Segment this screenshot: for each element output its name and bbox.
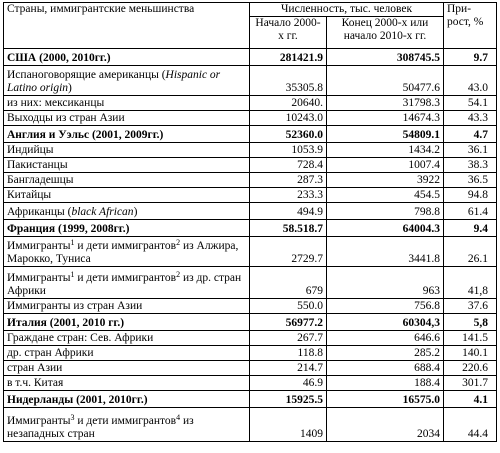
- label-part: Африканцы (: [7, 206, 72, 218]
- growth-percent: 301.7: [444, 376, 497, 391]
- row-label: [4, 408, 250, 442]
- table-row: [4, 66, 497, 96]
- value-end: 16575.0: [327, 391, 444, 408]
- row-label: [4, 267, 250, 299]
- data-table: [3, 2, 497, 442]
- value-start: 56977.2: [250, 314, 327, 331]
- label-part: из Алжира, Марокко, Туниса: [7, 240, 239, 265]
- header-country: Страны, иммигрантские меньшинства: [4, 3, 250, 49]
- growth-percent: 4.1: [444, 391, 497, 408]
- label-part: Иммигранты: [7, 240, 71, 252]
- value-start: 1053.9: [250, 143, 327, 158]
- value-start: 267.7: [250, 331, 327, 346]
- label-italic-part: black African: [71, 206, 134, 218]
- row-label: [4, 237, 250, 267]
- value-end: 285.2: [327, 346, 444, 361]
- value-start: 118.8: [250, 346, 327, 361]
- row-label: Иммигранты из стран Азии: [4, 299, 250, 314]
- row-label: др. стран Африки: [4, 346, 250, 361]
- footnote-mark: 1: [70, 238, 75, 247]
- footnote-mark: 2: [176, 238, 181, 247]
- value-end: 963: [327, 267, 444, 299]
- value-start: 494.9: [250, 203, 327, 220]
- value-start: 233.3: [250, 188, 327, 203]
- growth-percent: 37.6: [444, 299, 497, 314]
- growth-percent: 36.5: [444, 173, 497, 188]
- growth-percent: 61.4: [444, 203, 497, 220]
- value-start: 58.518.7: [250, 220, 327, 237]
- table-row: [4, 267, 497, 299]
- value-end: 188.4: [327, 376, 444, 391]
- row-label: стран Азии: [4, 361, 250, 376]
- row-label: Пакистанцы: [4, 158, 250, 173]
- value-end: 454.5: [327, 188, 444, 203]
- value-start: 281421.9: [250, 49, 327, 66]
- value-start: 35305.8: [250, 66, 327, 96]
- footnote-mark: 4: [176, 413, 181, 422]
- growth-percent: 141.5: [444, 331, 497, 346]
- growth-percent: 38.3: [444, 158, 497, 173]
- value-end: 1434.2: [327, 143, 444, 158]
- row-label: Выходцы из стран Азии: [4, 111, 250, 126]
- value-end: 798.8: [327, 203, 444, 220]
- growth-percent: 43.0: [444, 66, 497, 96]
- label-part: ): [68, 82, 72, 94]
- growth-percent: 54.1: [444, 96, 497, 111]
- value-end: 64004.3: [327, 220, 444, 237]
- value-start: 728.4: [250, 158, 327, 173]
- row-label: в т.ч. Китая: [4, 376, 250, 391]
- label-part: Испаноговорящие американцы (: [7, 69, 166, 81]
- value-start: 10243.0: [250, 111, 327, 126]
- value-end: 3922: [327, 173, 444, 188]
- value-start: 52360.0: [250, 126, 327, 143]
- value-start: 20640.: [250, 96, 327, 111]
- table-row: [4, 188, 497, 203]
- label-part: Иммигранты: [7, 415, 71, 427]
- growth-percent: 5,8: [444, 314, 497, 331]
- table-row: [4, 331, 497, 346]
- table-row: [4, 376, 497, 391]
- growth-percent: 36.1: [444, 143, 497, 158]
- value-end: 60304,3: [327, 314, 444, 331]
- table-body: [4, 49, 497, 442]
- table-row: [4, 299, 497, 314]
- growth-percent: 4.7: [444, 126, 497, 143]
- footnote-mark: 3: [70, 413, 75, 422]
- value-end: 2034: [327, 408, 444, 442]
- label-part: из незападных стран: [7, 415, 194, 440]
- growth-percent: 26.1: [444, 237, 497, 267]
- table-row: [4, 111, 497, 126]
- table-row: [4, 49, 497, 66]
- table-row: [4, 126, 497, 143]
- table-row: [4, 361, 497, 376]
- growth-percent: 41,8: [444, 267, 497, 299]
- table-row: [4, 391, 497, 408]
- label-part: Иммигранты: [7, 272, 71, 284]
- value-end: 54809.1: [327, 126, 444, 143]
- row-label: Нидерланды (2001, 2010гг.): [4, 391, 250, 408]
- value-end: 50477.6: [327, 66, 444, 96]
- header-growth: При-рост, %: [444, 3, 497, 49]
- growth-percent: 94.8: [444, 188, 497, 203]
- table-row: [4, 220, 497, 237]
- value-end: 31798.3: [327, 96, 444, 111]
- value-start: 15925.5: [250, 391, 327, 408]
- row-label: Китайцы: [4, 188, 250, 203]
- growth-percent: 9.4: [444, 220, 497, 237]
- value-start: 550.0: [250, 299, 327, 314]
- label-part: из др. стран Африки: [7, 272, 242, 297]
- value-start: 214.7: [250, 361, 327, 376]
- value-end: 646.6: [327, 331, 444, 346]
- value-end: 3441.8: [327, 237, 444, 267]
- growth-percent: 44.4: [444, 408, 497, 442]
- header-population: Численность, тыс. человек: [250, 3, 444, 17]
- table-row: [4, 96, 497, 111]
- growth-percent: 140.1: [444, 346, 497, 361]
- value-start: 2729.7: [250, 237, 327, 267]
- footnote-mark: 2: [176, 270, 181, 279]
- row-label: Англия и Уэльс (2001, 2009гг.): [4, 126, 250, 143]
- row-label: Граждане стран: Сев. Африки: [4, 331, 250, 346]
- table-row: [4, 408, 497, 442]
- value-end: 688.4: [327, 361, 444, 376]
- row-label: Италия (2001, 2010 гг.): [4, 314, 250, 331]
- growth-percent: 220.6: [444, 361, 497, 376]
- label-part: и дети иммигрантов: [74, 415, 177, 427]
- value-start: 46.9: [250, 376, 327, 391]
- table-row: [4, 346, 497, 361]
- header-start: Начало 2000-х гг.: [250, 17, 327, 49]
- value-start: 287.3: [250, 173, 327, 188]
- row-label: из них: мексиканцы: [4, 96, 250, 111]
- label-part: и дети иммигрантов: [74, 272, 177, 284]
- value-end: 14674.3: [327, 111, 444, 126]
- table-row: [4, 173, 497, 188]
- growth-percent: 9.7: [444, 49, 497, 66]
- value-start: 1409: [250, 408, 327, 442]
- table-row: [4, 314, 497, 331]
- label-italic-part: Hispanic or Latino origin: [7, 69, 221, 94]
- footnote-mark: 1: [70, 270, 75, 279]
- value-end: 756.8: [327, 299, 444, 314]
- row-label: [4, 203, 250, 220]
- header-end: Конец 2000-х или начало 2010-х гг.: [327, 17, 444, 49]
- table-row: [4, 203, 497, 220]
- row-label: [4, 66, 250, 96]
- row-label: Франция (1999, 2008гг.): [4, 220, 250, 237]
- value-start: 679: [250, 267, 327, 299]
- value-end: 1007.4: [327, 158, 444, 173]
- value-end: 308745.5: [327, 49, 444, 66]
- label-part: ): [133, 206, 138, 218]
- table-row: [4, 158, 497, 173]
- row-label: США (2000, 2010гг.): [4, 49, 250, 66]
- label-part: и дети иммигрантов: [74, 240, 177, 252]
- table-row: [4, 143, 497, 158]
- growth-percent: 43.3: [444, 111, 497, 126]
- row-label: Бангладешцы: [4, 173, 250, 188]
- table-row: [4, 237, 497, 267]
- row-label: Индийцы: [4, 143, 250, 158]
